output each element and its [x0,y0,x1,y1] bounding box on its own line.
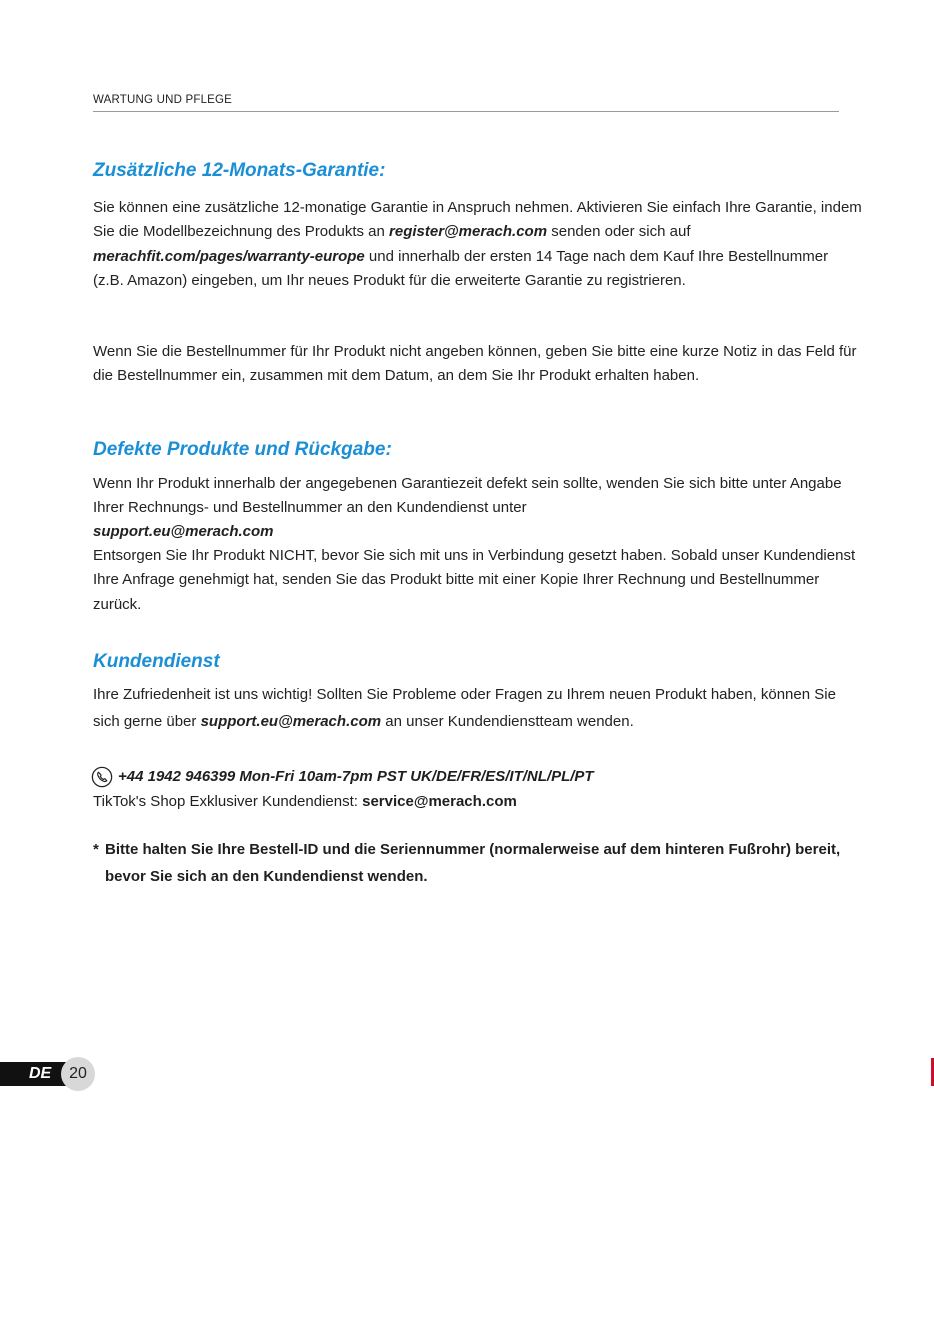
register-email-link[interactable]: register@merach.com [389,223,548,241]
page-number: 20 [61,1057,95,1091]
note-text: Bitte halten Sie Ihre Bestell-ID und die Seriennummer (normalerweise auf dem hinteren Fußrohr) bereit, bevor Sie sich an den Kundendienst wenden. [105,841,841,885]
service-email-link[interactable]: support.eu@merach.com [200,712,382,730]
warranty-text-c: und innerhalb der ersten 14 Tage nach dem Kauf Ihre Bestellnummer (z.B. Amazon) eingeben, um Ihr neues Produkt für die erweiterte Garantie zu registrieren. [93,247,829,289]
service-note [93,836,853,890]
warranty-text-b: senden oder sich auf [547,223,691,241]
support-email-link[interactable]: support.eu@merach.com [93,523,274,540]
footer-language-label: DE [29,1065,52,1082]
defects-heading: Defekte Produkte und Rückgabe: [93,439,392,460]
phone-icon [91,766,113,788]
service-heading: Kundendienst [93,651,220,672]
service-text-a: Ihre Zufriedenheit ist uns wichtig! Sollten Sie Probleme oder Fragen zu Ihrem neuen Produkt haben, können Sie sich gerne über [93,686,836,730]
tiktok-email-link[interactable]: service@merach.com [362,793,517,810]
service-text-b: an unser Kundendienstteam wenden. [381,712,634,730]
phone-line [91,765,594,789]
tiktok-service-line [93,790,517,814]
defects-paragraph-2: Entsorgen Sie Ihr Produkt NICHT, bevor Sie sich mit uns in Verbindung gesetzt haben. Sobald unser Kundendienst Ihre Anfrage genehmigt hat, senden Sie das Produkt bitte mit einer Kopie Ihrer Rechnung und Bestellnummer zurück. [93,547,856,613]
warranty-paragraph-1 [93,196,863,293]
defects-paragraph-1: Wenn Ihr Produkt innerhalb der angegebenen Garantiezeit defekt sein sollte, wenden Sie sich bitte unter Angabe Ihrer Rechnungs- und Bestellnummer an den Kundendienst unter [93,475,842,517]
warranty-text-a: Sie können eine zusätzliche 12-monatige Garantie in Anspruch nehmen. Aktivieren Sie einfach Ihre Garantie, indem Sie die Modellbezeichnung des Produkts an [93,199,862,241]
warranty-url-link[interactable]: merachfit.com/pages/warranty-europe [93,247,365,265]
tiktok-label: TikTok's Shop Exklusiver Kundendienst: [93,793,363,810]
phone-number[interactable]: +44 1942 946399 Mon-Fri 10am-7pm PST UK/DE/FR/ES/IT/NL/PL/PT [118,768,594,785]
service-paragraph [93,682,863,735]
warranty-heading: Zusätzliche 12-Monats-Garantie: [93,160,386,181]
warranty-paragraph-2: Wenn Sie die Bestellnummer für Ihr Produkt nicht angeben können, geben Sie bitte eine kurze Notiz in das Feld für die Bestellnummer ein, zusammen mit dem Datum, an dem Sie Ihr Produkt erhalten haben. [93,343,857,385]
page-header: WARTUNG UND PFLEGE [93,94,839,112]
note-asterisk: * [93,841,99,858]
